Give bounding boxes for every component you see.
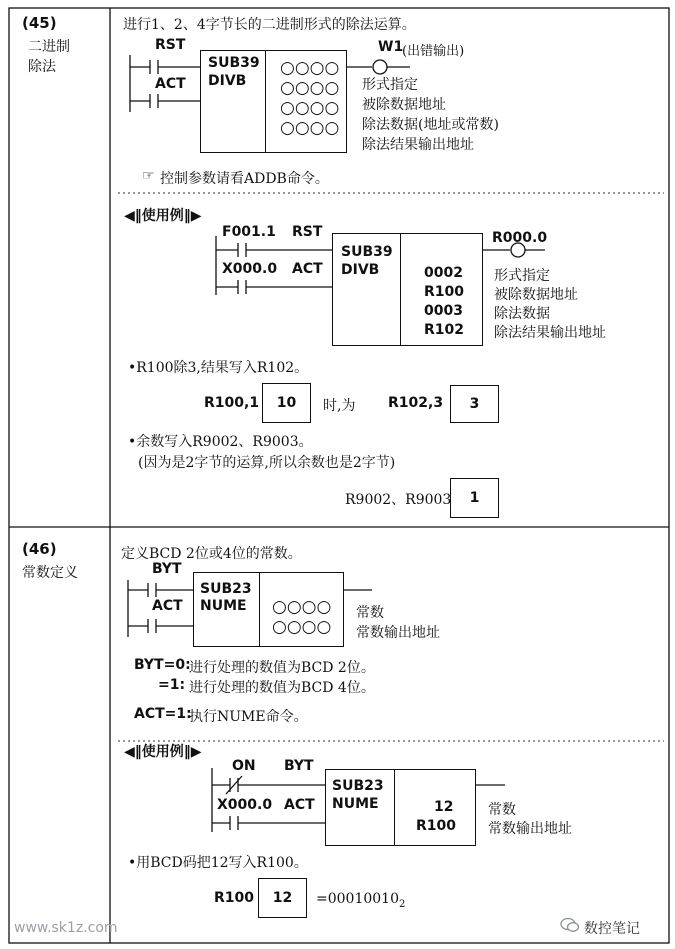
param-label-3: 除法数据(地址或常数)	[362, 117, 499, 133]
block-divider	[265, 50, 266, 153]
ex-act-label: ACT	[292, 261, 323, 277]
eq46-label: R100	[214, 890, 255, 906]
section-46-title: 常数定义	[22, 565, 78, 581]
ex-value-2: R100	[424, 284, 465, 300]
act-label-46: ACT	[152, 598, 183, 614]
ex-contact-f001: F001.1	[222, 224, 276, 240]
ex-value-4: R102	[424, 322, 465, 338]
watermark-right: 数控笔记	[584, 921, 640, 937]
section-46-description: 定义BCD 2位或4位的常数。	[121, 546, 302, 562]
ex-func-code-46: SUB23	[332, 778, 384, 794]
param-circles-46-2: ○○○○	[272, 617, 332, 637]
param-label-46-1: 常数	[356, 605, 384, 621]
eq-right-value-box: 3	[450, 385, 499, 423]
func-code: SUB39	[208, 55, 260, 71]
ex-contact-x000: X000.0	[222, 261, 278, 277]
byt1-text: 进行处理的数值为BCD 4位。	[189, 680, 375, 696]
ex-value-46-1: 12	[434, 799, 454, 815]
eq-mid-text: 时,为	[323, 398, 356, 414]
param-circles-4: ○○○○	[280, 118, 340, 138]
section-45-title-line2: 除法	[28, 59, 56, 75]
ex-coil-label: R000.0	[492, 230, 548, 246]
eq46-subscript: 2	[399, 898, 406, 910]
ex-param-4: 除法结果输出地址	[494, 325, 606, 341]
ex-func-name-46: NUME	[332, 796, 379, 812]
ex-param-46-2: 常数输出地址	[488, 821, 572, 837]
param-circles-3: ○○○○	[280, 98, 340, 118]
func-name-46: NUME	[200, 598, 247, 614]
ex-on-label: ON	[232, 758, 256, 774]
ex-value-3: 0003	[424, 303, 463, 319]
act-label: ACT	[155, 76, 186, 92]
ex-rst-label: RST	[292, 224, 323, 240]
section-45-number: (45)	[22, 14, 57, 32]
bullet-45-2: •余数写入R9002、R9003。	[128, 434, 313, 450]
remainder-value-box: 1	[450, 478, 499, 518]
ex-contact-x000-46: X000.0	[217, 797, 273, 813]
ex-value-1: 0002	[424, 265, 463, 281]
param-label-1: 形式指定	[362, 77, 418, 93]
example-open-icon-46: ◀‖	[124, 744, 142, 760]
param-label-46-2: 常数输出地址	[356, 625, 440, 641]
bullet-46-1: •用BCD码把12写入R100。	[128, 855, 308, 871]
eq46-result: $=00010010_2$	[316, 891, 406, 910]
ex-block-divider	[400, 233, 401, 346]
example-close-icon-46: ‖▶	[183, 744, 202, 760]
param-circles-1: ○○○○	[280, 58, 340, 78]
ex-value-46-2: R100	[416, 818, 457, 834]
ex-byt-label: BYT	[284, 758, 314, 774]
section-45-title-line1: 二进制	[28, 39, 70, 55]
note-hand-icon: ☞	[142, 168, 155, 184]
ex-block-divider-46	[394, 769, 395, 846]
example-open-icon: ◀‖	[124, 208, 142, 224]
bullet-45-2-note: (因为是2字节的运算,所以余数也是2字节)	[138, 455, 396, 471]
rst-label: RST	[155, 37, 186, 53]
param-label-2: 被除数据地址	[362, 97, 446, 113]
byt-label: BYT	[152, 561, 182, 577]
ex-param-3: 除法数据	[494, 306, 550, 322]
w1-label: W1	[378, 39, 404, 55]
eq-left-value-box: 10	[262, 383, 311, 423]
param-label-4: 除法结果输出地址	[362, 137, 474, 153]
eq-right-label: R102,3	[388, 395, 444, 411]
func-name: DIVB	[208, 73, 247, 89]
ex-func-code: SUB39	[341, 244, 393, 260]
ex-act-label-46: ACT	[284, 797, 315, 813]
example-label-45: ◀‖使用例‖▶	[124, 208, 202, 224]
watermark-left: www.sk1z.com	[14, 920, 118, 936]
act1-text: 执行NUME命令。	[189, 709, 308, 725]
ex-param-1: 形式指定	[494, 268, 550, 284]
ex-func-name: DIVB	[341, 262, 380, 278]
wechat-icon	[560, 917, 580, 933]
example-close-icon: ‖▶	[183, 208, 202, 224]
act1-key: ACT=1:	[134, 706, 192, 722]
ex-param-2: 被除数据地址	[494, 287, 578, 303]
section-45-description: 进行1、2、4字节长的二进制形式的除法运算。	[123, 17, 416, 33]
param-circles-2: ○○○○	[280, 78, 340, 98]
w1-note: (出错输出)	[402, 44, 465, 59]
byt0-key: BYT=0:	[134, 657, 191, 673]
byt1-key: =1:	[158, 677, 186, 693]
func-code-46: SUB23	[200, 581, 252, 597]
eq46-value-box: 12	[258, 878, 307, 918]
byt0-text: 进行处理的数值为BCD 2位。	[189, 660, 375, 676]
block-divider-46	[259, 572, 260, 647]
section-46-number: (46)	[22, 540, 57, 558]
bullet-45-1: •R100除3,结果写入R102。	[128, 360, 309, 376]
ex-param-46-1: 常数	[488, 802, 516, 818]
note-text: 控制参数请看ADDB命令。	[160, 171, 329, 187]
example-label-46: ◀‖使用例‖▶	[124, 744, 202, 760]
remainder-label: R9002、R9003	[345, 492, 452, 508]
eq-left-label: R100,1	[204, 395, 260, 411]
param-circles-46-1: ○○○○	[272, 597, 332, 617]
